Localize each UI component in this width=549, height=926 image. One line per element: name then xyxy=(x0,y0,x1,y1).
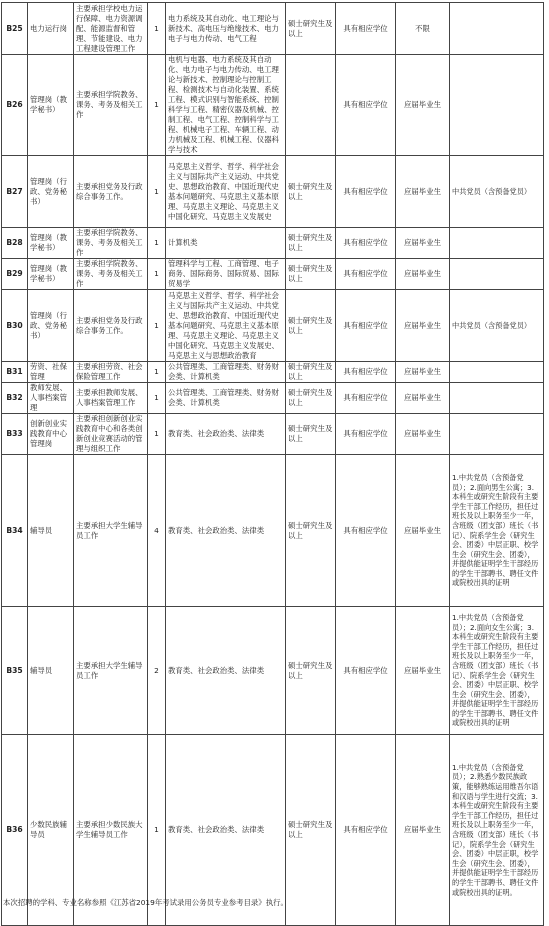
target-group: 应届毕业生 xyxy=(396,290,450,362)
target-group: 应届毕业生 xyxy=(396,607,450,735)
other-requirements xyxy=(450,55,544,156)
other-requirements: 中共党员（含预备党员） xyxy=(450,156,544,228)
table-row xyxy=(2,290,544,362)
education-requirement: 硕士研究生及以上 xyxy=(286,3,336,55)
job-duties: 主要承担党务及行政综合事务工作。 xyxy=(74,290,148,362)
education-requirement: 硕士研究生及以上 xyxy=(286,259,336,290)
row-id: B26 xyxy=(2,55,28,156)
target-group: 应届毕业生 xyxy=(396,55,450,156)
job-duties: 主要承担少数民族大学生辅导员工作 xyxy=(74,735,148,926)
job-duties: 主要承担学校电力运行保障、电力资源调配、能源监督和管理、节能建设、电力工程建设管理工作 xyxy=(74,3,148,55)
table-row xyxy=(2,455,544,607)
row-id: B29 xyxy=(2,259,28,290)
degree-requirement: 具有相应学位 xyxy=(336,362,396,383)
major-requirement: 马克思主义哲学、哲学、科学社会主义与国际共产主义运动、中共党史、思想政治教育、中国近现代史基本问题研究、马克思主义基本原理、马克思主义理论、马克思主义中国化研究、马克思主义发展史 xyxy=(166,156,286,228)
position-title: 管理岗（行政、党务秘书） xyxy=(28,156,74,228)
job-duties: 主要承担学院教务、课务、考务及相关工作 xyxy=(74,259,148,290)
target-group: 不限 xyxy=(396,3,450,55)
other-requirements: 1.中共党员（含预备党员）；2.熟悉少数民族政策，能够熟练运用维吾尔语和汉语与学生进行交流；3.本科生或研究生阶段有主要学生干部工作经历，担任过班长及以上职务至少一年，含班级（团支部）班长（书记），院系学生会（研究生会、团委）中层正职，校学生会（研究生会、团委），并提供能证明学生干部经历的学生干部聘书、聘任文件或院校出具的证明。 xyxy=(450,735,544,926)
job-duties: 主要承担党务及行政综合事务工作。 xyxy=(74,156,148,228)
education-requirement: 硕士研究生及以上 xyxy=(286,383,336,414)
position-title: 管理岗（教学秘书） xyxy=(28,259,74,290)
table-row xyxy=(2,156,544,228)
row-id: B30 xyxy=(2,290,28,362)
degree-requirement: 具有相应学位 xyxy=(336,3,396,55)
target-group: 应届毕业生 xyxy=(396,383,450,414)
target-group: 应届毕业生 xyxy=(396,259,450,290)
education-requirement: 硕士研究生及以上 xyxy=(286,156,336,228)
major-requirement: 公共管理类、工商管理类、财务财会类、计算机类 xyxy=(166,383,286,414)
table-row xyxy=(2,414,544,455)
row-id: B25 xyxy=(2,3,28,55)
degree-requirement: 具有相应学位 xyxy=(336,383,396,414)
headcount: 1 xyxy=(148,290,166,362)
job-duties: 主要承担创新创业实践教育中心和各类创新创业竞赛活动的管理与组织工作 xyxy=(74,414,148,455)
table-row xyxy=(2,735,544,926)
education-requirement: 硕士研究生及以上 xyxy=(286,414,336,455)
table-row xyxy=(2,55,544,156)
major-requirement: 计算机类 xyxy=(166,228,286,259)
job-duties: 主要承担大学生辅导员工作 xyxy=(74,607,148,735)
row-id: B32 xyxy=(2,383,28,414)
headcount: 1 xyxy=(148,259,166,290)
position-title: 管理岗（行政、党务秘书） xyxy=(28,290,74,362)
degree-requirement: 具有相应学位 xyxy=(336,156,396,228)
major-requirement: 教育类、社会政治类、法律类 xyxy=(166,735,286,926)
major-requirement: 教育类、社会政治类、法律类 xyxy=(166,455,286,607)
headcount: 1 xyxy=(148,383,166,414)
position-title: 管理岗（教学秘书） xyxy=(28,55,74,156)
education-requirement: 硕士研究生及以上 xyxy=(286,362,336,383)
other-requirements xyxy=(450,228,544,259)
degree-requirement: 具有相应学位 xyxy=(336,607,396,735)
job-duties: 主要承担学院教务、课务、考务及相关工作 xyxy=(74,55,148,156)
major-requirement: 马克思主义哲学、哲学、科学社会主义与国际共产主义运动、中共党史、思想政治教育、中国近现代史基本问题研究、马克思主义基本原理、马克思主义理论、马克思主义中国化研究、马克思主义发展史、马克思主义与思想政治教育 xyxy=(166,290,286,362)
headcount: 1 xyxy=(148,3,166,55)
table-row xyxy=(2,362,544,383)
recruitment-table xyxy=(1,2,544,926)
table-row xyxy=(2,383,544,414)
other-requirements: 中共党员（含预备党员） xyxy=(450,290,544,362)
position-title: 辅导员 xyxy=(28,607,74,735)
other-requirements xyxy=(450,259,544,290)
table-row xyxy=(2,3,544,55)
headcount: 1 xyxy=(148,228,166,259)
education-requirement: 硕士研究生及以上 xyxy=(286,455,336,607)
row-id: B31 xyxy=(2,362,28,383)
row-id: B36 xyxy=(2,735,28,926)
row-id: B27 xyxy=(2,156,28,228)
position-title: 劳资、社保管理 xyxy=(28,362,74,383)
degree-requirement: 具有相应学位 xyxy=(336,290,396,362)
target-group: 应届毕业生 xyxy=(396,228,450,259)
job-duties: 主要承担劳资、社会保险管理工作 xyxy=(74,362,148,383)
row-id: B28 xyxy=(2,228,28,259)
other-requirements xyxy=(450,383,544,414)
position-title: 电力运行岗 xyxy=(28,3,74,55)
target-group: 应届毕业生 xyxy=(396,414,450,455)
job-duties: 主要承担学院教务、课务、考务及相关工作 xyxy=(74,228,148,259)
target-group: 应届毕业生 xyxy=(396,455,450,607)
major-requirement: 管理科学与工程、工商管理、电子商务、国际商务、国际贸易、国际贸易学 xyxy=(166,259,286,290)
degree-requirement: 具有相应学位 xyxy=(336,55,396,156)
degree-requirement: 具有相应学位 xyxy=(336,259,396,290)
table-row xyxy=(2,259,544,290)
table-row xyxy=(2,228,544,259)
headcount: 1 xyxy=(148,735,166,926)
major-requirement: 电力系统及其自动化、电工理论与新技术、高电压与绝缘技术、电力电子与电力传动、电气工程 xyxy=(166,3,286,55)
headcount: 1 xyxy=(148,362,166,383)
degree-requirement: 具有相应学位 xyxy=(336,228,396,259)
position-title: 教师发展、人事档案管理 xyxy=(28,383,74,414)
position-title: 少数民族辅导员 xyxy=(28,735,74,926)
other-requirements xyxy=(450,414,544,455)
position-title: 管理岗（教学秘书） xyxy=(28,228,74,259)
other-requirements xyxy=(450,3,544,55)
headcount: 1 xyxy=(148,414,166,455)
degree-requirement: 具有相应学位 xyxy=(336,735,396,926)
education-requirement: 硕士研究生及以上 xyxy=(286,607,336,735)
row-id: B35 xyxy=(2,607,28,735)
major-requirement: 公共管理类、工商管理类、财务财会类、计算机类 xyxy=(166,362,286,383)
job-duties: 主要承担大学生辅导员工作 xyxy=(74,455,148,607)
education-requirement: 硕士研究生及以上 xyxy=(286,290,336,362)
footer-note: 本次招聘的学科、专业名称参照《江苏省2019年考试录用公务员专业参考目录》执行。 xyxy=(3,898,288,907)
major-requirement: 教育类、社会政治类、法律类 xyxy=(166,414,286,455)
major-requirement: 教育类、社会政治类、法律类 xyxy=(166,607,286,735)
education-requirement: 硕士研究生及以上 xyxy=(286,228,336,259)
other-requirements: 1.中共党员（含预备党员）；2.面向女生公寓；3.本科生或研究生阶段有主要学生干部工作经历，担任过班长及以上职务至少一年，含班级（团支部）班长（书记）、院系学生会（研究生会、团委）中层正职、校学生会（研究生会、团委），并提供能证明学生干部经历的学生干部聘书、聘任文件或院校出具的证明 xyxy=(450,607,544,735)
headcount: 4 xyxy=(148,455,166,607)
job-duties: 主要承担教师发展、人事档案管理工作 xyxy=(74,383,148,414)
position-title: 创新创业实践教育中心管理岗 xyxy=(28,414,74,455)
education-requirement xyxy=(286,55,336,156)
headcount: 1 xyxy=(148,156,166,228)
headcount: 2 xyxy=(148,607,166,735)
position-title: 辅导员 xyxy=(28,455,74,607)
education-requirement: 硕士研究生及以上 xyxy=(286,735,336,926)
target-group: 应届毕业生 xyxy=(396,156,450,228)
other-requirements: 1.中共党员（含预备党员）；2.面向男生公寓；3.本科生或研究生阶段有主要学生干部工作经历，担任过班长及以上职务至少一年，含班级（团支部）班长（书记）、院系学生会（研究生会、团委）中层正职、校学生会（研究生会、团委），并提供能证明学生干部经历的学生干部聘书、聘任文件或院校出具的证明 xyxy=(450,455,544,607)
row-id: B34 xyxy=(2,455,28,607)
table-row xyxy=(2,607,544,735)
row-id: B33 xyxy=(2,414,28,455)
target-group: 应届毕业生 xyxy=(396,735,450,926)
other-requirements xyxy=(450,362,544,383)
degree-requirement: 具有相应学位 xyxy=(336,455,396,607)
headcount: 1 xyxy=(148,55,166,156)
target-group: 应届毕业生 xyxy=(396,362,450,383)
major-requirement: 电机与电器、电力系统及其自动化、电力电子与电力传动、电工理论与新技术、控制理论与控制工程、检测技术与自动化装置、系统工程、模式识别与智能系统、控制科学与工程、精密仪器及机械、控制工程、电气工程、控制科学与工程、机械电子工程、车辆工程、动力机械及工程、机械工程、仪器科学与技术 xyxy=(166,55,286,156)
degree-requirement: 具有相应学位 xyxy=(336,414,396,455)
